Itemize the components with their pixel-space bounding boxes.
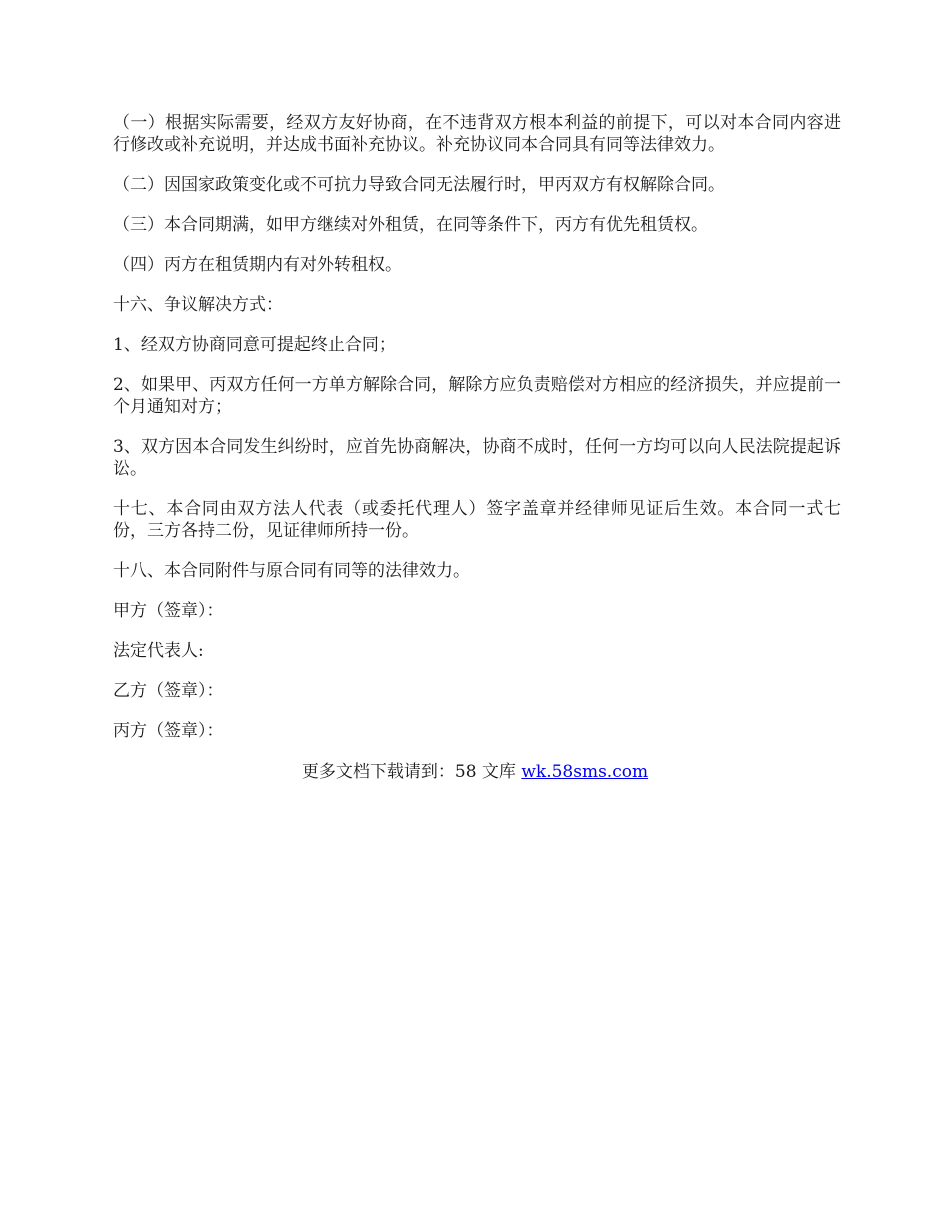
signature-party-c: 丙方（签章）： (113, 721, 224, 741)
signature-party-a: 甲方（签章）： (113, 601, 224, 621)
document-body (113, 112, 841, 760)
paragraph-clause-4: （四）丙方在租赁期内有对外转租权。 (113, 255, 402, 275)
signature-party-b: 乙方（签章）： (113, 681, 224, 701)
paragraph-clause-2: （二）因国家政策变化或不可抗力导致合同无法履行时，甲丙双方有权解除合同。 (113, 175, 725, 195)
footer-text: 更多文档下载请到：58 文库 (301, 762, 522, 782)
section-attachment: 十八、本合同附件与原合同有同等的法律效力。 (113, 561, 470, 581)
section-heading-dispute: 十六、争议解决方式： (113, 295, 283, 315)
download-footer (0, 761, 950, 783)
dispute-item-3: 3、双方因本合同发生纠纷时，应首先协商解决，协商不成时，任何一方均可以向人民法院提起诉讼。 (113, 437, 841, 479)
paragraph-clause-1: （一）根据实际需要，经双方友好协商，在不违背双方根本利益的前提下，可以对本合同内容进行修改或补充说明，并达成书面补充协议。补充协议同本合同具有同等法律效力。 (113, 113, 841, 155)
section-effective: 十七、本合同由双方法人代表（或委托代理人）签字盖章并经律师见证后生效。本合同一式七份，三方各持二份，见证律师所持一份。 (113, 499, 841, 541)
paragraph-clause-3: （三）本合同期满，如甲方继续对外租赁，在同等条件下，丙方有优先租赁权。 (113, 215, 708, 235)
dispute-item-1: 1、经双方协商同意可提起终止合同； (113, 335, 396, 355)
signature-legal-rep: 法定代表人: (113, 641, 204, 661)
dispute-item-2: 2、如果甲、丙双方任何一方单方解除合同，解除方应负责赔偿对方相应的经济损失，并应提前一个月通知对方； (113, 375, 841, 417)
footer-link[interactable]: wk.58sms.com (521, 762, 649, 782)
